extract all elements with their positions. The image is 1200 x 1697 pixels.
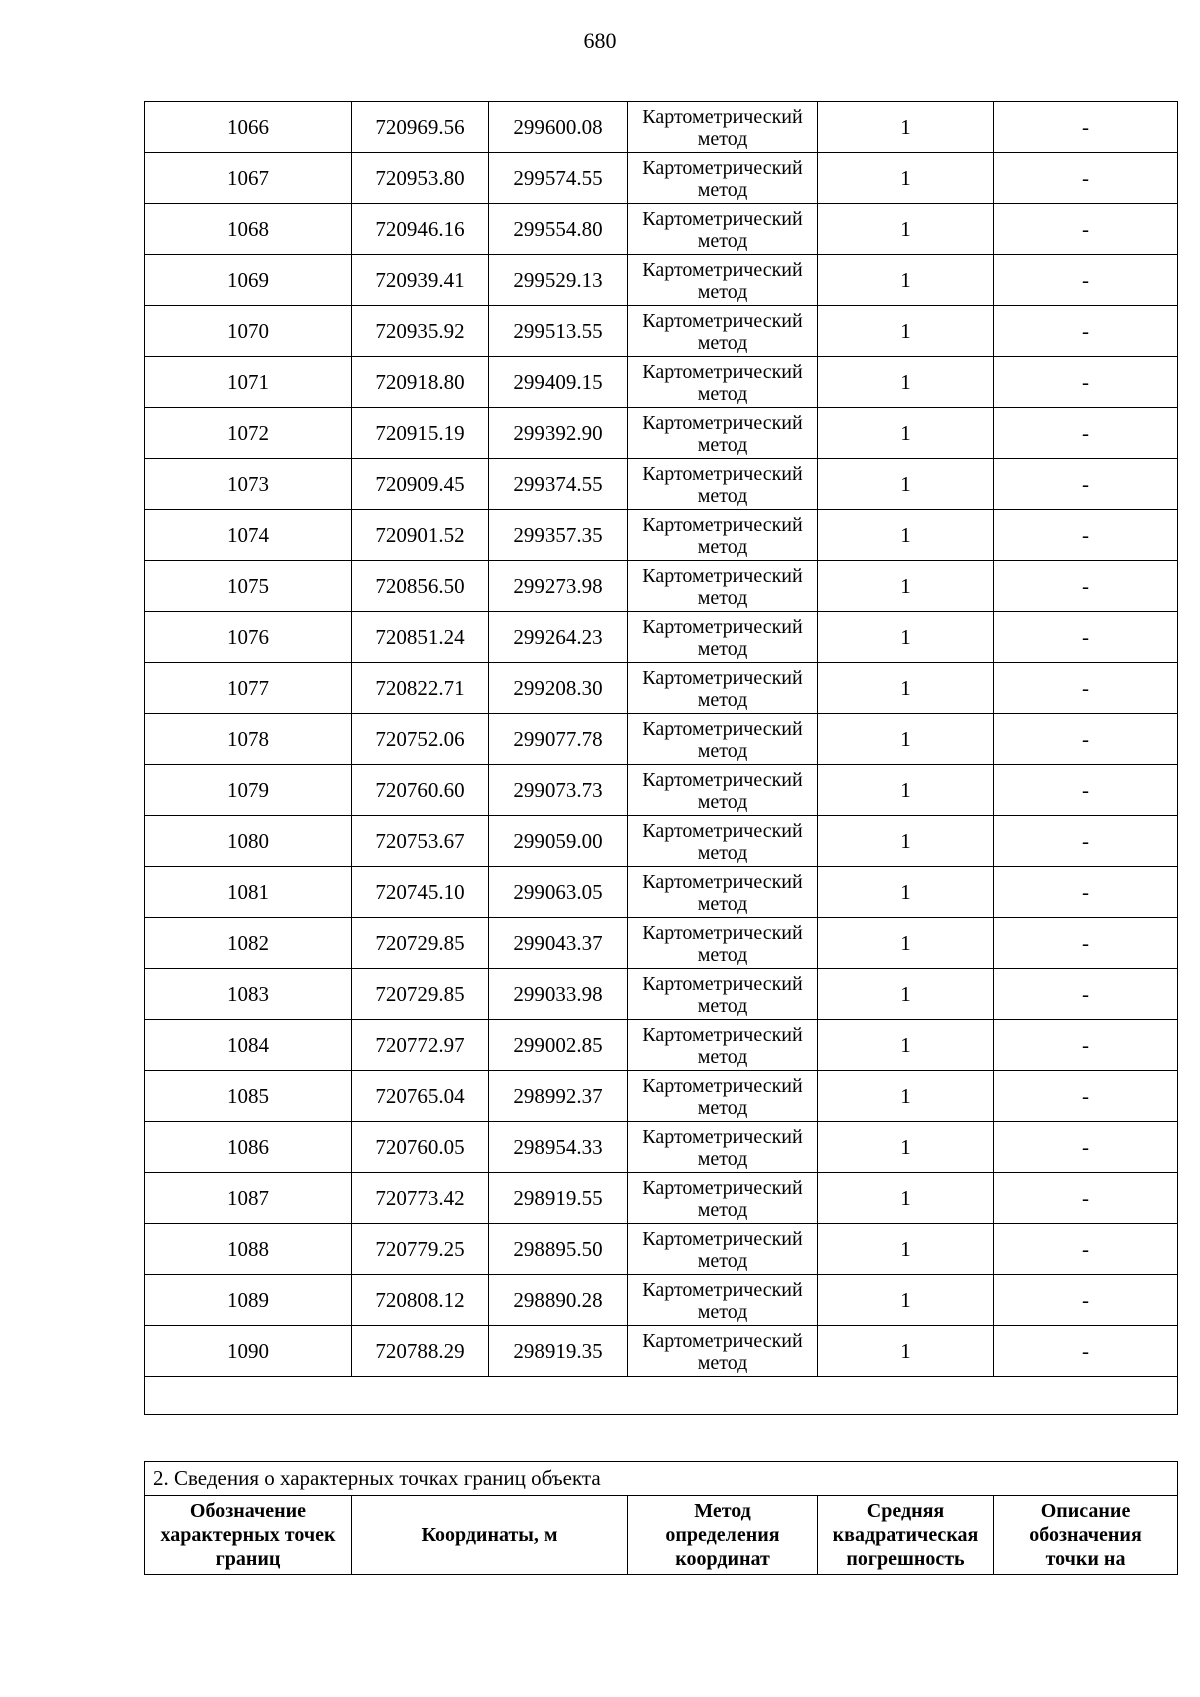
description-cell: -: [994, 408, 1178, 459]
method-cell: [628, 102, 818, 153]
description-cell: -: [994, 1326, 1178, 1377]
point-cell: 1076: [145, 612, 352, 663]
x-coordinate-cell: 720808.12: [352, 1275, 489, 1326]
x-coordinate-cell: 720772.97: [352, 1020, 489, 1071]
method-line1: Картометрический: [642, 105, 803, 128]
table-row: [145, 969, 1178, 1020]
description-cell: -: [994, 1122, 1178, 1173]
point-cell: 1085: [145, 1071, 352, 1122]
x-coordinate-cell: 720822.71: [352, 663, 489, 714]
error-cell: 1: [818, 714, 994, 765]
y-coordinate-cell: 298890.28: [489, 1275, 628, 1326]
error-cell: 1: [818, 918, 994, 969]
method-cell: [628, 153, 818, 204]
method-line2: метод: [697, 943, 748, 966]
table-row: [145, 510, 1178, 561]
description-cell: -: [994, 561, 1178, 612]
table-row: [145, 1122, 1178, 1173]
method-line1: Картометрический: [642, 972, 803, 995]
error-cell: 1: [818, 306, 994, 357]
error-cell: 1: [818, 1326, 994, 1377]
method-line2: метод: [697, 637, 748, 660]
description-cell: -: [994, 510, 1178, 561]
y-coordinate-cell: 299529.13: [489, 255, 628, 306]
method-line1: Картометрический: [642, 411, 803, 434]
method-cell: [628, 255, 818, 306]
point-cell: 1078: [145, 714, 352, 765]
method-line1: Картометрический: [642, 1227, 803, 1250]
error-cell: 1: [818, 153, 994, 204]
error-cell: 1: [818, 1122, 994, 1173]
header-description-line: Описание: [1040, 1500, 1131, 1522]
y-coordinate-cell: 299374.55: [489, 459, 628, 510]
table-row: [145, 357, 1178, 408]
method-cell: [628, 918, 818, 969]
method-line1: Картометрический: [642, 666, 803, 689]
table-row: [145, 1173, 1178, 1224]
x-coordinate-cell: 720909.45: [352, 459, 489, 510]
point-cell: 1079: [145, 765, 352, 816]
method-cell: [628, 1326, 818, 1377]
y-coordinate-cell: 299392.90: [489, 408, 628, 459]
error-cell: 1: [818, 510, 994, 561]
x-coordinate-cell: 720915.19: [352, 408, 489, 459]
method-line2: метод: [697, 1300, 748, 1323]
y-coordinate-cell: 299063.05: [489, 867, 628, 918]
point-cell: 1081: [145, 867, 352, 918]
method-line2: метод: [697, 1198, 748, 1221]
x-coordinate-cell: 720753.67: [352, 816, 489, 867]
method-cell: [628, 714, 818, 765]
method-cell: [628, 510, 818, 561]
method-cell: [628, 1071, 818, 1122]
point-cell: 1073: [145, 459, 352, 510]
method-cell: [628, 663, 818, 714]
table-row: [145, 306, 1178, 357]
method-line2: метод: [697, 994, 748, 1017]
method-cell: [628, 1173, 818, 1224]
y-coordinate-cell: 299043.37: [489, 918, 628, 969]
table-row: [145, 714, 1178, 765]
x-coordinate-cell: 720788.29: [352, 1326, 489, 1377]
method-line1: Картометрический: [642, 564, 803, 587]
x-coordinate-cell: 720745.10: [352, 867, 489, 918]
point-cell: 1090: [145, 1326, 352, 1377]
method-line1: Картометрический: [642, 819, 803, 842]
description-cell: -: [994, 612, 1178, 663]
method-cell: [628, 459, 818, 510]
header-points: [145, 1496, 352, 1575]
header-error-line: квадратическая: [832, 1524, 979, 1546]
method-line2: метод: [697, 892, 748, 915]
table-row: [145, 765, 1178, 816]
error-cell: 1: [818, 765, 994, 816]
header-description-line: точки на: [1045, 1548, 1126, 1570]
error-cell: 1: [818, 816, 994, 867]
description-cell: -: [994, 969, 1178, 1020]
method-line2: метод: [697, 484, 748, 507]
table-row: [145, 1224, 1178, 1275]
y-coordinate-cell: 299033.98: [489, 969, 628, 1020]
x-coordinate-cell: 720939.41: [352, 255, 489, 306]
error-cell: 1: [818, 1275, 994, 1326]
error-cell: 1: [818, 1173, 994, 1224]
x-coordinate-cell: 720935.92: [352, 306, 489, 357]
description-cell: -: [994, 816, 1178, 867]
method-line1: Картометрический: [642, 1074, 803, 1097]
error-cell: 1: [818, 867, 994, 918]
method-cell: [628, 1122, 818, 1173]
description-cell: -: [994, 204, 1178, 255]
table-row: [145, 867, 1178, 918]
coordinates-table-body: [145, 102, 1178, 1415]
method-line1: Картометрический: [642, 1329, 803, 1352]
header-points-line: характерных точек: [160, 1524, 336, 1546]
description-cell: -: [994, 714, 1178, 765]
description-cell: -: [994, 357, 1178, 408]
header-error-line: погрешность: [846, 1548, 965, 1570]
table-row: [145, 204, 1178, 255]
point-cell: 1070: [145, 306, 352, 357]
method-line2: метод: [697, 1096, 748, 1119]
method-line1: Картометрический: [642, 258, 803, 281]
error-cell: 1: [818, 561, 994, 612]
header-coordinates: Координаты, м: [352, 1496, 628, 1575]
point-cell: 1067: [145, 153, 352, 204]
header-error-line: Средняя: [866, 1500, 945, 1522]
table-row: [145, 561, 1178, 612]
method-line1: Картометрический: [642, 156, 803, 179]
point-cell: 1068: [145, 204, 352, 255]
description-cell: -: [994, 306, 1178, 357]
method-line2: метод: [697, 178, 748, 201]
description-cell: -: [994, 1224, 1178, 1275]
y-coordinate-cell: 299002.85: [489, 1020, 628, 1071]
method-line1: Картометрический: [642, 921, 803, 944]
method-cell: [628, 612, 818, 663]
x-coordinate-cell: 720760.05: [352, 1122, 489, 1173]
method-line1: Картометрический: [642, 870, 803, 893]
error-cell: 1: [818, 1224, 994, 1275]
error-cell: 1: [818, 1071, 994, 1122]
method-line2: метод: [697, 331, 748, 354]
point-cell: 1080: [145, 816, 352, 867]
section2-table: [144, 1461, 1178, 1575]
x-coordinate-cell: 720760.60: [352, 765, 489, 816]
table-row: [145, 1326, 1178, 1377]
error-cell: 1: [818, 1020, 994, 1071]
empty-row: [145, 1377, 1178, 1415]
method-line2: метод: [697, 535, 748, 558]
method-line2: метод: [697, 1045, 748, 1068]
description-cell: -: [994, 765, 1178, 816]
header-description-line: обозначения: [1029, 1524, 1142, 1546]
error-cell: 1: [818, 102, 994, 153]
header-description: [994, 1496, 1178, 1575]
header-points-line: Обозначение: [189, 1500, 307, 1522]
point-cell: 1069: [145, 255, 352, 306]
description-cell: -: [994, 1071, 1178, 1122]
point-cell: 1072: [145, 408, 352, 459]
y-coordinate-cell: 298992.37: [489, 1071, 628, 1122]
point-cell: 1071: [145, 357, 352, 408]
x-coordinate-cell: 720856.50: [352, 561, 489, 612]
x-coordinate-cell: 720729.85: [352, 969, 489, 1020]
description-cell: -: [994, 153, 1178, 204]
method-line2: метод: [697, 841, 748, 864]
table-row: [145, 612, 1178, 663]
point-cell: 1074: [145, 510, 352, 561]
y-coordinate-cell: 298895.50: [489, 1224, 628, 1275]
y-coordinate-cell: 299409.15: [489, 357, 628, 408]
method-cell: [628, 867, 818, 918]
y-coordinate-cell: 299264.23: [489, 612, 628, 663]
description-cell: -: [994, 663, 1178, 714]
method-line1: Картометрический: [642, 1176, 803, 1199]
error-cell: 1: [818, 408, 994, 459]
point-cell: 1075: [145, 561, 352, 612]
page-number: 680: [583, 28, 617, 53]
method-cell: [628, 816, 818, 867]
method-cell: [628, 561, 818, 612]
description-cell: -: [994, 459, 1178, 510]
method-line2: метод: [697, 739, 748, 762]
y-coordinate-cell: 299208.30: [489, 663, 628, 714]
table-row: [145, 918, 1178, 969]
method-line2: метод: [697, 280, 748, 303]
header-method-line: Метод: [694, 1500, 751, 1522]
point-cell: 1083: [145, 969, 352, 1020]
y-coordinate-cell: 298919.55: [489, 1173, 628, 1224]
table-row: [145, 153, 1178, 204]
method-cell: [628, 1224, 818, 1275]
method-line2: метод: [697, 790, 748, 813]
error-cell: 1: [818, 663, 994, 714]
method-line1: Картометрический: [642, 615, 803, 638]
table-row: [145, 816, 1178, 867]
description-cell: -: [994, 1173, 1178, 1224]
method-line2: метод: [697, 1147, 748, 1170]
x-coordinate-cell: 720953.80: [352, 153, 489, 204]
x-coordinate-cell: 720946.16: [352, 204, 489, 255]
table-row: [145, 459, 1178, 510]
method-line2: метод: [697, 1249, 748, 1272]
table-row: [145, 1071, 1178, 1122]
section2-title: 2. Сведения о характерных точках границ объекта: [145, 1462, 1178, 1496]
method-line2: метод: [697, 127, 748, 150]
y-coordinate-cell: 299059.00: [489, 816, 628, 867]
method-line2: метод: [697, 1351, 748, 1374]
method-line1: Картометрический: [642, 513, 803, 536]
point-cell: 1082: [145, 918, 352, 969]
description-cell: -: [994, 1020, 1178, 1071]
header-method-line: координат: [675, 1548, 770, 1570]
coordinates-table: [144, 101, 1178, 1415]
method-line2: метод: [697, 229, 748, 252]
point-cell: 1084: [145, 1020, 352, 1071]
point-cell: 1089: [145, 1275, 352, 1326]
x-coordinate-cell: 720773.42: [352, 1173, 489, 1224]
method-line1: Картометрический: [642, 717, 803, 740]
y-coordinate-cell: 298954.33: [489, 1122, 628, 1173]
error-cell: 1: [818, 357, 994, 408]
x-coordinate-cell: 720779.25: [352, 1224, 489, 1275]
x-coordinate-cell: 720765.04: [352, 1071, 489, 1122]
method-cell: [628, 408, 818, 459]
y-coordinate-cell: 299273.98: [489, 561, 628, 612]
method-line1: Картометрический: [642, 1023, 803, 1046]
table-row: [145, 102, 1178, 153]
header-points-line: границ: [215, 1548, 281, 1570]
table-row: [145, 255, 1178, 306]
method-line1: Картометрический: [642, 462, 803, 485]
empty-cell: [145, 1377, 1178, 1415]
method-line2: метод: [697, 382, 748, 405]
description-cell: -: [994, 255, 1178, 306]
method-cell: [628, 1275, 818, 1326]
y-coordinate-cell: 299073.73: [489, 765, 628, 816]
table-row: [145, 663, 1178, 714]
y-coordinate-cell: 299574.55: [489, 153, 628, 204]
method-line1: Картометрический: [642, 768, 803, 791]
point-cell: 1088: [145, 1224, 352, 1275]
header-method: [628, 1496, 818, 1575]
header-method-line: определения: [665, 1524, 780, 1546]
x-coordinate-cell: 720752.06: [352, 714, 489, 765]
description-cell: -: [994, 918, 1178, 969]
point-cell: 1077: [145, 663, 352, 714]
y-coordinate-cell: 299554.80: [489, 204, 628, 255]
y-coordinate-cell: 299600.08: [489, 102, 628, 153]
point-cell: 1087: [145, 1173, 352, 1224]
y-coordinate-cell: 299357.35: [489, 510, 628, 561]
method-line2: метод: [697, 688, 748, 711]
x-coordinate-cell: 720851.24: [352, 612, 489, 663]
description-cell: -: [994, 1275, 1178, 1326]
method-line2: метод: [697, 586, 748, 609]
y-coordinate-cell: 299513.55: [489, 306, 628, 357]
x-coordinate-cell: 720918.80: [352, 357, 489, 408]
method-line1: Картометрический: [642, 360, 803, 383]
method-line1: Картометрический: [642, 1278, 803, 1301]
table-row: [145, 1020, 1178, 1071]
method-cell: [628, 1020, 818, 1071]
error-cell: 1: [818, 459, 994, 510]
error-cell: 1: [818, 204, 994, 255]
point-cell: 1086: [145, 1122, 352, 1173]
method-cell: [628, 204, 818, 255]
description-cell: -: [994, 102, 1178, 153]
header-error: [818, 1496, 994, 1575]
table-row: [145, 408, 1178, 459]
x-coordinate-cell: 720901.52: [352, 510, 489, 561]
method-line1: Картометрический: [642, 1125, 803, 1148]
error-cell: 1: [818, 969, 994, 1020]
method-cell: [628, 969, 818, 1020]
method-line2: метод: [697, 433, 748, 456]
description-cell: -: [994, 867, 1178, 918]
y-coordinate-cell: 298919.35: [489, 1326, 628, 1377]
error-cell: 1: [818, 612, 994, 663]
y-coordinate-cell: 299077.78: [489, 714, 628, 765]
x-coordinate-cell: 720969.56: [352, 102, 489, 153]
method-cell: [628, 765, 818, 816]
method-line1: Картометрический: [642, 207, 803, 230]
method-line1: Картометрический: [642, 309, 803, 332]
point-cell: 1066: [145, 102, 352, 153]
method-cell: [628, 306, 818, 357]
method-cell: [628, 357, 818, 408]
error-cell: 1: [818, 255, 994, 306]
table-row: [145, 1275, 1178, 1326]
x-coordinate-cell: 720729.85: [352, 918, 489, 969]
